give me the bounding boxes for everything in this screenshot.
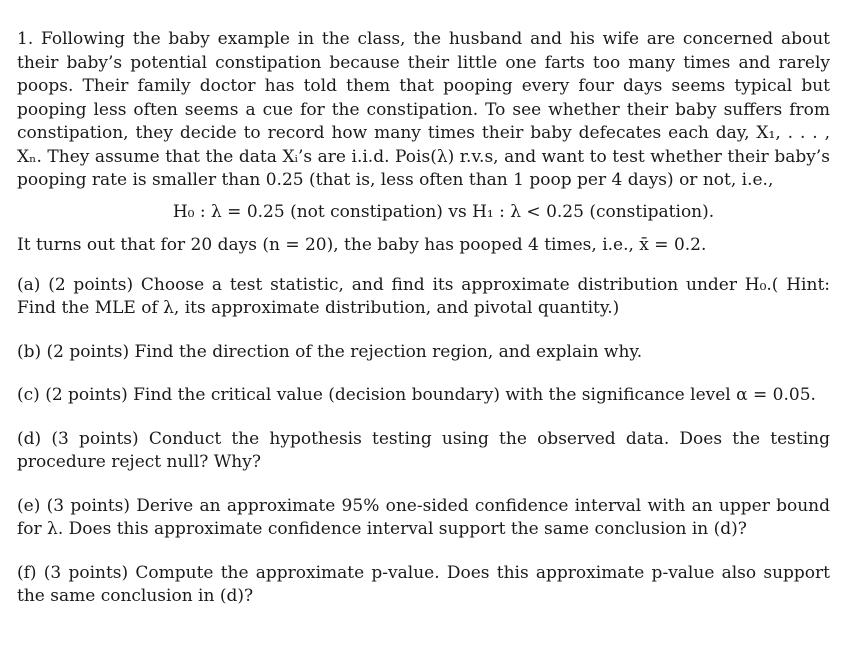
part-b: (b) (2 points) Find the direction of the rejection region, and explain why. bbox=[17, 341, 643, 362]
part-c: (c) (2 points) Find the critical value (decision boundary) with the significance level α = 0.05. bbox=[17, 385, 816, 405]
part-a: (a) (2 points) Choose a test statistic, and find its approximate distribution under H₀.( Hint: Find the MLE of λ, its approximate distribution, and pivotal quantity.) bbox=[17, 274, 830, 318]
part-d: (d) (3 points) Conduct the hypothesis testing using the observed data. Does the testing procedure reject null? Why? bbox=[17, 428, 830, 472]
observation-statement: It turns out that for 20 days (n = 20), the baby has pooped 4 times, i.e., x̄ = 0.2. bbox=[17, 235, 707, 255]
problem-document bbox=[17, 28, 830, 629]
part-e: (e) (3 points) Derive an approximate 95% one-sided confidence interval with an upper bound for λ. Does this approximate confidence interval support the same conclusion in (d)? bbox=[17, 495, 830, 539]
hypotheses-display: H₀ : λ = 0.25 (not constipation) vs H₁ : λ < 0.25 (constipation). bbox=[172, 201, 715, 222]
problem-intro: 1. Following the baby example in the class, the husband and his wife are concerned about their baby’s potential constipation because their little one farts too many times and rarely poops. Their family doctor has told them that pooping every four days seems typical but pooping less often seems a cue for the constipation. To see whether their baby suffers from constipation, they decide to record how many times their baby defecates each day, X₁, . . . , Xₙ. They assume that the data Xᵢ’s are i.i.d. Pois(λ) r.v.s, and want to test whether their baby’s pooping rate is smaller than 0.25 (that is, less often than 1 poop per 4 days) or not, i.e., bbox=[17, 29, 830, 190]
part-f: (f) (3 points) Compute the approximate p-value. Does this approximate p-value also support the same conclusion in (d)? bbox=[17, 562, 830, 606]
